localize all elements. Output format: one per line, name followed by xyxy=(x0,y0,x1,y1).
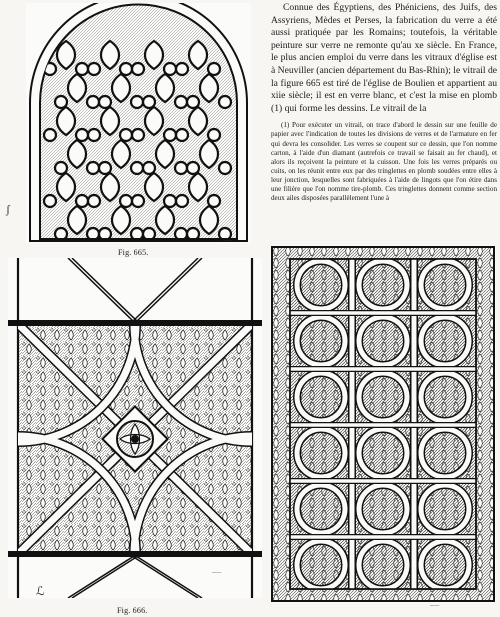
scroll-motif xyxy=(219,96,231,108)
leaf-motif xyxy=(112,140,130,168)
leaf-motif xyxy=(57,173,75,201)
scroll-motif xyxy=(120,63,132,75)
scroll-motif xyxy=(55,162,67,174)
scroll-motif xyxy=(44,195,56,207)
leaf-motif xyxy=(68,74,86,102)
leaf-motif xyxy=(145,41,163,69)
leaf-motif xyxy=(57,41,75,69)
leaf-motif xyxy=(145,173,163,201)
scroll-motif xyxy=(187,96,199,108)
leaf-motif xyxy=(156,206,174,234)
scroll-motif xyxy=(99,96,111,108)
scroll-motif xyxy=(208,195,220,207)
scroll-motif xyxy=(143,162,155,174)
scale-mark-666: ℒ xyxy=(36,584,45,598)
scroll-motif xyxy=(176,129,188,141)
scroll-motif xyxy=(120,129,132,141)
leaf-motif xyxy=(156,140,174,168)
scroll-motif xyxy=(99,162,111,174)
leaf-motif xyxy=(200,74,218,102)
scroll-motif xyxy=(44,129,56,141)
figure-665 xyxy=(26,3,251,243)
leaf-motif xyxy=(112,206,130,234)
leaf-motif xyxy=(145,107,163,135)
scroll-motif xyxy=(208,129,220,141)
leaf-motif xyxy=(101,107,119,135)
scroll-motif xyxy=(176,63,188,75)
scroll-motif xyxy=(76,63,88,75)
scroll-motif xyxy=(88,195,100,207)
scroll-motif xyxy=(132,195,144,207)
engraver-signature-666: —— xyxy=(212,570,222,575)
scroll-motif xyxy=(88,63,100,75)
leaf-motif xyxy=(189,173,207,201)
scroll-motif xyxy=(164,129,176,141)
scroll-motif xyxy=(143,96,155,108)
scroll-motif xyxy=(76,129,88,141)
scroll-motif xyxy=(132,129,144,141)
scroll-motif xyxy=(175,96,187,108)
scroll-motif xyxy=(131,162,143,174)
scroll-motif xyxy=(88,129,100,141)
scroll-motif xyxy=(120,195,132,207)
text-column xyxy=(271,2,497,203)
figure-666-caption: Fig. 666. xyxy=(117,606,148,615)
scroll-motif xyxy=(87,96,99,108)
leaf-motif xyxy=(156,74,174,102)
scroll-motif xyxy=(55,96,67,108)
scroll-motif xyxy=(208,63,220,75)
body-paragraph: Connue des Égyptiens, des Phéniciens, des Juifs, des Assyriens, Mèdes et Perses, la fabrication du verre a été aussi pratiquée par les Romains; toutefois, la véritable peinture sur verre ne remonte qu'au xe siècle. En France, le plus ancien emploi du verre dans les vitraux d'église est à Neuviller (ancien département du Bas-Rhin); le vitrail de la figure 665 est tiré de l'église de Boulien et appartient au xiie siècle; il est en verre blanc, et c'est la mise en plomb (1) qui forme les dessins. Le vitrail de la xyxy=(271,2,497,114)
leaf-motif xyxy=(200,140,218,168)
leaf-motif xyxy=(101,41,119,69)
scroll-motif xyxy=(87,162,99,174)
engraver-signature-667: —— xyxy=(430,603,440,608)
scroll-motif xyxy=(164,63,176,75)
leaf-motif xyxy=(101,173,119,201)
scale-mark: ʃ xyxy=(6,202,10,216)
leaf-motif xyxy=(57,107,75,135)
scroll-motif xyxy=(164,195,176,207)
leaf-motif xyxy=(68,140,86,168)
scroll-motif xyxy=(187,162,199,174)
engraver-signature: —— xyxy=(223,238,233,243)
scroll-motif xyxy=(76,195,88,207)
figure-667 xyxy=(270,245,496,603)
leaf-motif xyxy=(68,206,86,234)
scroll-motif xyxy=(175,162,187,174)
leaf-motif xyxy=(189,41,207,69)
leaf-motif xyxy=(200,206,218,234)
leaf-motif xyxy=(189,107,207,135)
footnote: (1) Pour exécuter un vitrail, on trace d'abord le dessin sur une feuille de papier avec l'indication de toutes les divisions de verres et de l'armature en fer qui devra les consolider. Les verres se coupent sur ce dessin, que l'on nomme carton, à l'aide d'un diamant (autrefois ce travail se faisait au fer chaud), et alors ils reçoivent la peinture et la cuisson. Une fois les verres préparés ou cuits, on les réunit entre eux par des tringlettes en plomb soudées entre elles à leur jonction, lesquelles sont fabriquées à l'aide de lingots que l'on étire dans une filière que l'on nomme tire-plomb. Ces tringlettes donnent comme section deux ailes disposées parallèlement l'une à xyxy=(271,121,497,203)
scroll-motif xyxy=(132,63,144,75)
scroll-motif xyxy=(219,162,231,174)
figure-665-caption: Fig. 665. xyxy=(118,248,149,257)
figure-666 xyxy=(8,258,262,598)
scroll-motif xyxy=(176,195,188,207)
scroll-motif xyxy=(131,96,143,108)
leaf-motif xyxy=(112,74,130,102)
